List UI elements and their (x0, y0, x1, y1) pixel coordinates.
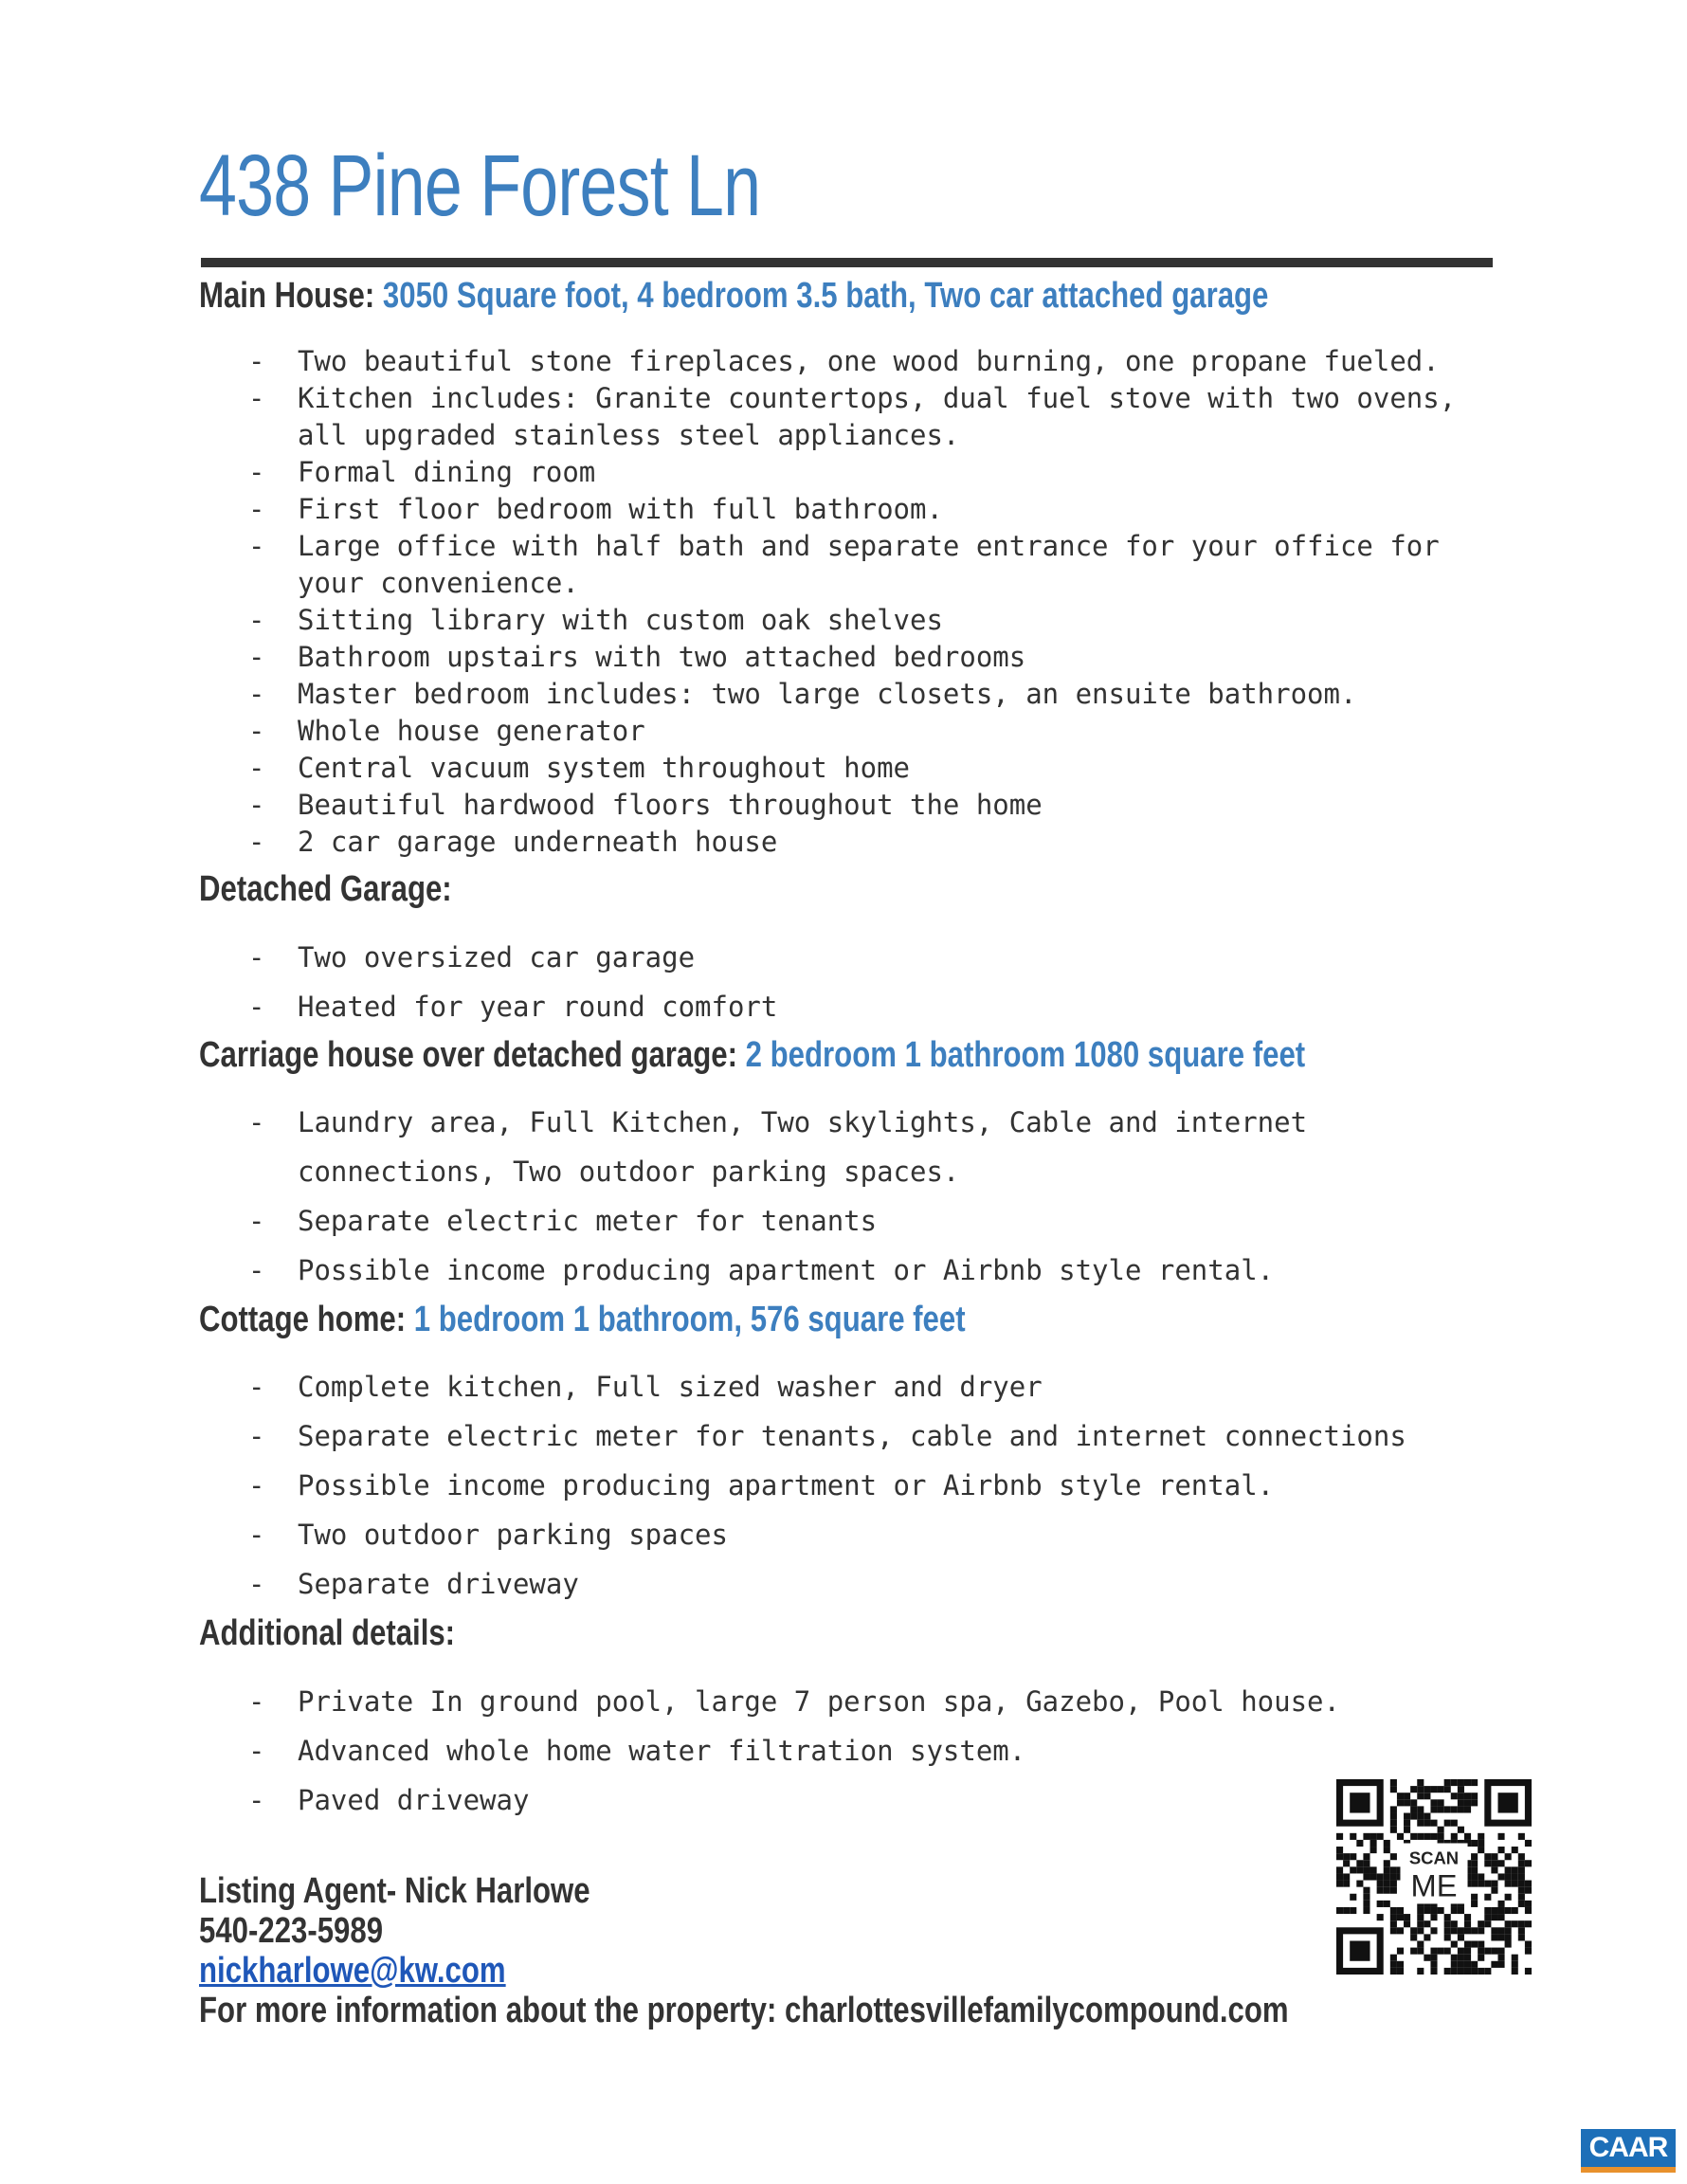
carriage-house-summary: 2 bedroom 1 bathroom 1080 square feet (745, 1035, 1306, 1075)
list-item: - Kitchen includes: Granite countertops, dual fuel stove with two ovens, all upgraded stainless steel appliances. (248, 382, 1457, 451)
list-item: - Laundry area, Full Kitchen, Two skylights, Cable and internet connections, Two outdoor parking spaces. (248, 1106, 1308, 1188)
main-house-summary: 3050 Square foot, 4 bedroom 3.5 bath, Two car attached garage (382, 276, 1269, 316)
list-item: - Two outdoor parking spaces (248, 1519, 728, 1551)
page-title: 438 Pine Forest Ln (199, 137, 761, 234)
list-item: - Possible income producing apartment or Airbnb style rental. (248, 1254, 1275, 1286)
cottage-summary: 1 bedroom 1 bathroom, 576 square feet (413, 1300, 966, 1339)
main-house-label: Main House: (199, 276, 375, 316)
list-item: - Separate electric meter for tenants (248, 1205, 878, 1237)
list-item: - Advanced whole home water filtration system. (248, 1735, 1026, 1767)
qr-scan-text: SCAN (1408, 1847, 1460, 1868)
detached-garage-list (248, 933, 1480, 1031)
list-item: - First floor bedroom with full bathroom. (248, 493, 943, 525)
list-item: - Heated for year round comfort (248, 991, 778, 1023)
list-item: - Two beautiful stone fireplaces, one wood burning, one propane fueled. (248, 345, 1440, 377)
list-item: - Whole house generator (248, 715, 645, 747)
list-item: - Bathroom upstairs with two attached bedrooms (248, 641, 1026, 673)
list-item: - Large office with half bath and separate entrance for your office for your convenience. (248, 530, 1440, 599)
agent-email-link[interactable]: nickharlowe@kw.com (199, 1951, 506, 1991)
list-item: - Formal dining room (248, 456, 596, 488)
main-house-heading (199, 277, 1268, 317)
agent-name: Listing Agent- Nick Harlowe (199, 1871, 590, 1911)
additional-details-heading: Additional details: (199, 1613, 456, 1653)
contact-block (199, 1871, 1289, 2030)
more-info-text: For more information about the property: charlottesvillefamilycompound.com (199, 1991, 1289, 2030)
carriage-house-label: Carriage house over detached garage: (199, 1035, 738, 1075)
list-item: - Private In ground pool, large 7 person spa, Gazebo, Pool house. (248, 1685, 1340, 1718)
list-item: - Possible income producing apartment or Airbnb style rental. (248, 1469, 1275, 1502)
qr-me-text: ME (1410, 1867, 1458, 1903)
list-item: - Complete kitchen, Full sized washer and dryer (248, 1371, 1043, 1403)
caar-logo: CAAR (1581, 2129, 1676, 2173)
list-item: - Sitting library with custom oak shelves (248, 604, 943, 636)
list-item: - Paved driveway (248, 1784, 530, 1816)
cottage-heading (199, 1301, 966, 1340)
carriage-house-list (248, 1098, 1480, 1295)
agent-phone[interactable]: 540-223-5989 (199, 1911, 384, 1951)
cottage-label: Cottage home: (199, 1300, 407, 1339)
detached-garage-heading: Detached Garage: (199, 869, 452, 909)
list-item: - Master bedroom includes: two large closets, an ensuite bathroom. (248, 678, 1357, 710)
list-item: - Separate driveway (248, 1568, 579, 1600)
main-house-list (248, 343, 1480, 861)
list-item: - Separate electric meter for tenants, cable and internet connections (248, 1420, 1406, 1452)
qr-code[interactable] (1336, 1779, 1532, 1975)
additional-details-list (248, 1677, 1480, 1825)
list-item: - Two oversized car garage (248, 941, 696, 974)
list-item: - Central vacuum system throughout home (248, 752, 911, 784)
list-item: - 2 car garage underneath house (248, 826, 778, 858)
cottage-list (248, 1362, 1480, 1609)
title-divider (201, 258, 1493, 267)
list-item: - Beautiful hardwood floors throughout the home (248, 789, 1043, 821)
carriage-house-heading (199, 1036, 1305, 1076)
